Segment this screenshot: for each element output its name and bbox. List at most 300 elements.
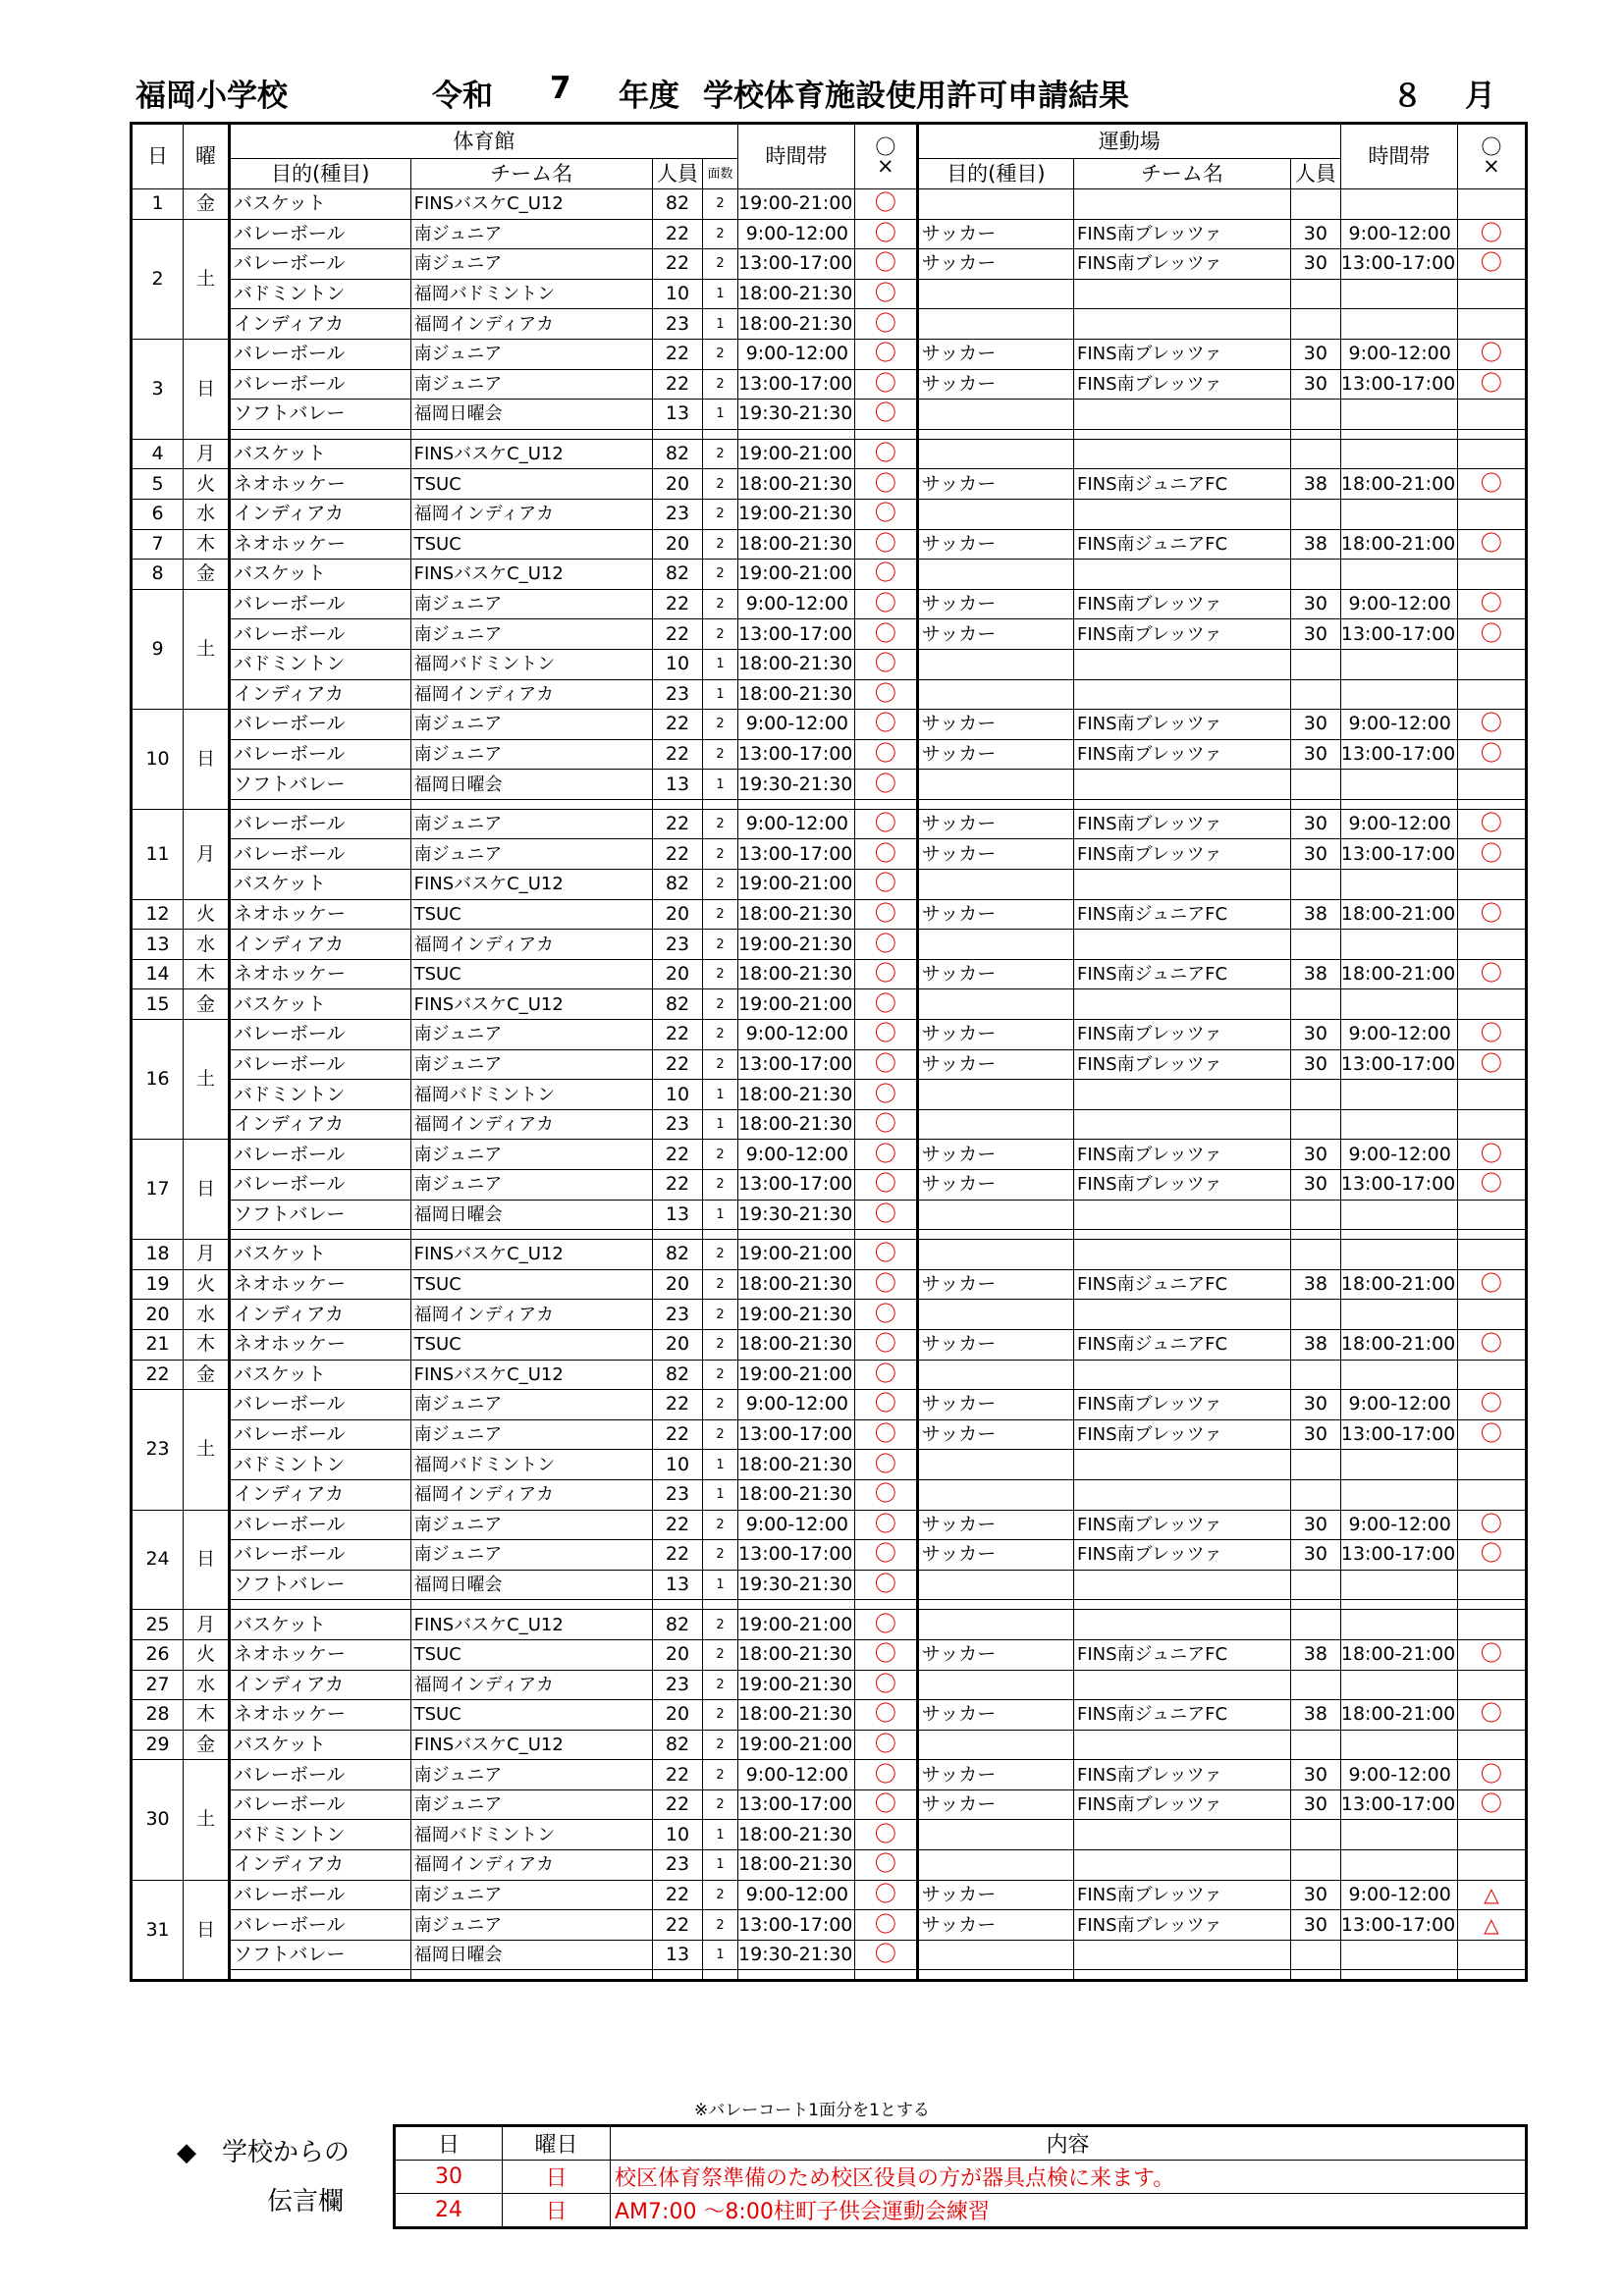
field-time	[1340, 400, 1457, 430]
year-value: 7	[550, 71, 571, 106]
gym-result: 〇	[854, 279, 917, 309]
spacer-cell	[1290, 1230, 1340, 1240]
field-purpose: サッカー	[917, 619, 1073, 650]
gym-purpose: ネオホッケー	[229, 899, 410, 930]
gym-courts: 2	[702, 1140, 737, 1170]
field-purpose: サッカー	[917, 809, 1073, 839]
spacer-cell	[410, 799, 652, 809]
gym-team: FINSバスケC_U12	[410, 439, 652, 469]
weekday: 日	[184, 1880, 230, 1981]
field-team: FINS南ブレッツァ	[1073, 249, 1290, 280]
gym-people: 22	[652, 589, 702, 619]
field-team	[1073, 1610, 1290, 1640]
gym-purpose: ネオホッケー	[229, 1269, 410, 1300]
weekday: 水	[184, 1300, 230, 1330]
field-team: FINS南ブレッツァ	[1073, 809, 1290, 839]
field-time: 9:00-12:00	[1340, 589, 1457, 619]
field-people	[1290, 439, 1340, 469]
gym-people: 22	[652, 1049, 702, 1080]
field-purpose: サッカー	[917, 589, 1073, 619]
gym-time: 19:00-21:30	[738, 1670, 855, 1700]
gym-team: 南ジュニア	[410, 1140, 652, 1170]
field-purpose: サッカー	[917, 1020, 1073, 1050]
gym-team: 福岡バドミントン	[410, 1450, 652, 1480]
gym-result: 〇	[854, 529, 917, 560]
spacer-cell	[1457, 1600, 1526, 1610]
field-time	[1340, 1730, 1457, 1760]
field-time: 13:00-17:00	[1340, 1419, 1457, 1450]
gym-courts: 2	[702, 989, 737, 1020]
gym-team: 福岡日曜会	[410, 400, 652, 430]
field-team	[1073, 1240, 1290, 1270]
gym-people: 20	[652, 469, 702, 500]
gym-team: FINSバスケC_U12	[410, 189, 652, 220]
field-team: FINS南ジュニアFC	[1073, 1700, 1290, 1731]
gym-time: 9:00-12:00	[738, 1510, 855, 1540]
field-result	[1457, 989, 1526, 1020]
spacer-cell	[229, 1230, 410, 1240]
field-people	[1290, 400, 1340, 430]
spacer-cell	[738, 799, 855, 809]
field-people: 38	[1290, 899, 1340, 930]
field-purpose	[917, 1240, 1073, 1270]
gym-result: 〇	[854, 989, 917, 1020]
field-purpose: サッカー	[917, 899, 1073, 930]
gym-people: 22	[652, 1020, 702, 1050]
gym-time: 13:00-17:00	[738, 1419, 855, 1450]
field-team: FINS南ブレッツァ	[1073, 369, 1290, 400]
gym-people: 20	[652, 1700, 702, 1731]
field-people: 30	[1290, 1540, 1340, 1571]
spacer-cell	[738, 429, 855, 439]
gym-result: 〇	[854, 899, 917, 930]
field-people: 30	[1290, 1789, 1340, 1820]
schedule-row	[132, 1360, 1527, 1390]
spacer-cell	[738, 1970, 855, 1981]
field-time: 9:00-12:00	[1340, 809, 1457, 839]
gym-time: 18:00-21:30	[738, 1850, 855, 1881]
gym-courts: 2	[702, 899, 737, 930]
gym-time: 13:00-17:00	[738, 1170, 855, 1201]
gym-courts: 2	[702, 839, 737, 870]
gym-result: 〇	[854, 369, 917, 400]
spacer-cell	[652, 1230, 702, 1240]
field-result: 〇	[1457, 589, 1526, 619]
field-result	[1457, 649, 1526, 679]
weekday: 火	[184, 469, 230, 500]
field-purpose	[917, 439, 1073, 469]
field-team: FINS南ジュニアFC	[1073, 1329, 1290, 1360]
day-number: 29	[132, 1730, 184, 1760]
spacer-cell	[917, 1600, 1073, 1610]
gym-courts: 1	[702, 1450, 737, 1480]
gym-courts: 2	[702, 439, 737, 469]
schedule-row	[132, 649, 1527, 679]
field-people: 38	[1290, 1700, 1340, 1731]
gym-people: 22	[652, 1419, 702, 1450]
gym-purpose: ソフトバレー	[229, 1200, 410, 1230]
field-result: 〇	[1457, 1269, 1526, 1300]
field-team: FINS南ジュニアFC	[1073, 959, 1290, 989]
field-result: △	[1457, 1910, 1526, 1941]
field-people	[1290, 1570, 1340, 1600]
field-people: 30	[1290, 1020, 1340, 1050]
field-team: FINS南ブレッツァ	[1073, 1049, 1290, 1080]
field-people: 38	[1290, 959, 1340, 989]
gym-result: 〇	[854, 1419, 917, 1450]
spacer-cell	[702, 1600, 737, 1610]
spacer-cell	[1340, 1230, 1457, 1240]
weekday: 土	[184, 589, 230, 709]
spacer-cell	[410, 1970, 652, 1981]
field-team: FINS南ジュニアFC	[1073, 469, 1290, 500]
field-purpose: サッカー	[917, 1419, 1073, 1450]
gym-people: 10	[652, 1080, 702, 1110]
field-team: FINS南ブレッツァ	[1073, 710, 1290, 740]
field-result	[1457, 930, 1526, 960]
field-time: 18:00-21:00	[1340, 1700, 1457, 1731]
gym-purpose: バレーボール	[229, 249, 410, 280]
spacer-cell	[1073, 1970, 1290, 1981]
col-gym: 体育館	[229, 124, 737, 159]
schedule-row	[132, 369, 1527, 400]
field-purpose: サッカー	[917, 1140, 1073, 1170]
msg-day: 24	[395, 2194, 503, 2228]
col-day: 日	[132, 124, 184, 189]
gym-time: 19:00-21:30	[738, 1300, 855, 1330]
gym-purpose: バスケット	[229, 189, 410, 220]
gym-time: 19:00-21:00	[738, 1730, 855, 1760]
field-result: 〇	[1457, 1510, 1526, 1540]
field-team	[1073, 400, 1290, 430]
gym-courts: 1	[702, 1080, 737, 1110]
field-time: 13:00-17:00	[1340, 1170, 1457, 1201]
msg-col-content: 内容	[611, 2126, 1527, 2161]
gym-result: 〇	[854, 309, 917, 340]
gym-purpose: バドミントン	[229, 649, 410, 679]
gym-purpose: ネオホッケー	[229, 1639, 410, 1670]
gym-result: 〇	[854, 469, 917, 500]
gym-courts: 2	[702, 809, 737, 839]
gym-courts: 1	[702, 1570, 737, 1600]
gym-purpose: バスケット	[229, 1240, 410, 1270]
gym-team: TSUC	[410, 899, 652, 930]
spacer-cell	[1290, 429, 1340, 439]
gym-people: 20	[652, 1329, 702, 1360]
schedule-row	[132, 899, 1527, 930]
gym-people: 13	[652, 1940, 702, 1970]
gym-team: 福岡バドミントン	[410, 279, 652, 309]
schedule-row	[132, 1390, 1527, 1420]
field-purpose	[917, 1109, 1073, 1140]
field-purpose	[917, 870, 1073, 900]
gym-result: 〇	[854, 589, 917, 619]
spacer-cell	[1073, 1230, 1290, 1240]
gym-time: 18:00-21:30	[738, 1329, 855, 1360]
gym-team: FINSバスケC_U12	[410, 1360, 652, 1390]
field-time	[1340, 989, 1457, 1020]
gym-result: 〇	[854, 249, 917, 280]
gym-purpose: ネオホッケー	[229, 1329, 410, 1360]
gym-time: 19:30-21:30	[738, 1570, 855, 1600]
gym-people: 22	[652, 369, 702, 400]
gym-time: 18:00-21:30	[738, 1820, 855, 1850]
gym-time: 9:00-12:00	[738, 1390, 855, 1420]
field-team: FINS南ブレッツァ	[1073, 1170, 1290, 1201]
col-field-time: 時間帯	[1340, 124, 1457, 189]
gym-result: 〇	[854, 1020, 917, 1050]
field-team	[1073, 1940, 1290, 1970]
field-team: FINS南ブレッツァ	[1073, 619, 1290, 650]
field-purpose: サッカー	[917, 1170, 1073, 1201]
gym-purpose: バレーボール	[229, 1910, 410, 1941]
field-team	[1073, 1850, 1290, 1881]
field-purpose	[917, 309, 1073, 340]
gym-team: FINSバスケC_U12	[410, 989, 652, 1020]
spacer-cell	[652, 429, 702, 439]
field-team: FINS南ブレッツァ	[1073, 1510, 1290, 1540]
day-number: 24	[132, 1510, 184, 1610]
weekday: 金	[184, 189, 230, 220]
spacer-cell	[917, 799, 1073, 809]
field-team	[1073, 560, 1290, 590]
gym-team: TSUC	[410, 959, 652, 989]
gym-team: 南ジュニア	[410, 369, 652, 400]
col-gym-courts: 面数	[702, 159, 737, 189]
field-time: 18:00-21:00	[1340, 1269, 1457, 1300]
field-people: 30	[1290, 1390, 1340, 1420]
field-time	[1340, 499, 1457, 529]
gym-result: 〇	[854, 679, 917, 710]
gym-team: 南ジュニア	[410, 1540, 652, 1571]
gym-team: 南ジュニア	[410, 619, 652, 650]
gym-purpose: ネオホッケー	[229, 469, 410, 500]
spacer-cell	[854, 1230, 917, 1240]
day-number: 5	[132, 469, 184, 500]
field-result	[1457, 1300, 1526, 1330]
day-number: 16	[132, 1020, 184, 1140]
field-team: FINS南ブレッツァ	[1073, 1760, 1290, 1790]
gym-courts: 2	[702, 219, 737, 249]
gym-result: 〇	[854, 1910, 917, 1941]
gym-team: 福岡日曜会	[410, 1570, 652, 1600]
schedule-row	[132, 809, 1527, 839]
field-team	[1073, 1450, 1290, 1480]
weekday: 金	[184, 989, 230, 1020]
schedule-row	[132, 1760, 1527, 1790]
gym-result: 〇	[854, 1240, 917, 1270]
gym-result: 〇	[854, 1329, 917, 1360]
schedule-row	[132, 249, 1527, 280]
gym-purpose: バスケット	[229, 439, 410, 469]
schedule-row	[132, 219, 1527, 249]
gym-purpose: バレーボール	[229, 1760, 410, 1790]
day-number: 20	[132, 1300, 184, 1330]
field-team: FINS南ジュニアFC	[1073, 1639, 1290, 1670]
field-time	[1340, 189, 1457, 220]
spacer-cell	[738, 1600, 855, 1610]
gym-purpose: バレーボール	[229, 809, 410, 839]
gym-purpose: バレーボール	[229, 1789, 410, 1820]
gym-result: 〇	[854, 1510, 917, 1540]
gym-courts: 2	[702, 1269, 737, 1300]
field-time: 13:00-17:00	[1340, 1540, 1457, 1571]
field-people: 30	[1290, 710, 1340, 740]
field-result: 〇	[1457, 339, 1526, 369]
gym-purpose: バスケット	[229, 989, 410, 1020]
field-result	[1457, 1940, 1526, 1970]
spacer-cell	[738, 1230, 855, 1240]
spacer-cell	[1073, 1600, 1290, 1610]
field-result: 〇	[1457, 839, 1526, 870]
field-time	[1340, 1109, 1457, 1140]
gym-purpose: ネオホッケー	[229, 529, 410, 560]
gym-result: 〇	[854, 1730, 917, 1760]
gym-people: 13	[652, 770, 702, 800]
field-time	[1340, 649, 1457, 679]
schedule-row	[132, 1510, 1527, 1540]
gym-team: 福岡日曜会	[410, 770, 652, 800]
gym-time: 13:00-17:00	[738, 839, 855, 870]
gym-result: 〇	[854, 339, 917, 369]
gym-result: 〇	[854, 1360, 917, 1390]
gym-purpose: バドミントン	[229, 1820, 410, 1850]
field-team: FINS南ブレッツァ	[1073, 1789, 1290, 1820]
day-number: 10	[132, 710, 184, 810]
field-people	[1290, 1850, 1340, 1881]
field-purpose: サッカー	[917, 1540, 1073, 1571]
gym-courts: 2	[702, 1540, 737, 1571]
gym-people: 22	[652, 249, 702, 280]
field-team	[1073, 1479, 1290, 1510]
gym-result: 〇	[854, 1940, 917, 1970]
field-result	[1457, 679, 1526, 710]
col-field-purpose: 目的(種目)	[917, 159, 1073, 189]
gym-team: TSUC	[410, 469, 652, 500]
schedule-row	[132, 1479, 1527, 1510]
field-purpose: サッカー	[917, 1639, 1073, 1670]
field-time	[1340, 1850, 1457, 1881]
spacer-cell	[1457, 1970, 1526, 1981]
field-team	[1073, 1109, 1290, 1140]
schedule-row	[132, 339, 1527, 369]
schedule-row	[132, 499, 1527, 529]
gym-purpose: インディアカ	[229, 309, 410, 340]
gym-people: 82	[652, 1610, 702, 1640]
gym-purpose: ソフトバレー	[229, 1940, 410, 1970]
gym-purpose: インディアカ	[229, 1670, 410, 1700]
gym-people: 23	[652, 309, 702, 340]
gym-courts: 1	[702, 279, 737, 309]
field-time	[1340, 1080, 1457, 1110]
gym-result: 〇	[854, 1639, 917, 1670]
gym-result: 〇	[854, 1540, 917, 1571]
field-people: 38	[1290, 1329, 1340, 1360]
field-team: FINS南ブレッツァ	[1073, 219, 1290, 249]
spacer-cell	[917, 429, 1073, 439]
gym-courts: 1	[702, 1479, 737, 1510]
gym-courts: 2	[702, 739, 737, 770]
gym-purpose: バレーボール	[229, 219, 410, 249]
gym-result: 〇	[854, 1109, 917, 1140]
field-team: FINS南ブレッツァ	[1073, 1880, 1290, 1910]
field-time: 13:00-17:00	[1340, 369, 1457, 400]
day-number: 14	[132, 959, 184, 989]
field-result: 〇	[1457, 1700, 1526, 1731]
gym-team: 福岡インディアカ	[410, 1300, 652, 1330]
day-number: 21	[132, 1329, 184, 1360]
gym-team: TSUC	[410, 529, 652, 560]
gym-result: 〇	[854, 1570, 917, 1600]
col-field-result: 〇 ×	[1457, 124, 1526, 189]
gym-team: 南ジュニア	[410, 839, 652, 870]
schedule-row	[132, 1700, 1527, 1731]
field-result	[1457, 279, 1526, 309]
weekday: 金	[184, 560, 230, 590]
field-purpose	[917, 1570, 1073, 1600]
gym-team: 福岡インディアカ	[410, 1850, 652, 1881]
gym-courts: 1	[702, 1200, 737, 1230]
gym-people: 22	[652, 1170, 702, 1201]
gym-time: 18:00-21:30	[738, 1080, 855, 1110]
field-purpose	[917, 1610, 1073, 1640]
gym-result: 〇	[854, 1450, 917, 1480]
field-purpose	[917, 1479, 1073, 1510]
gym-time: 18:00-21:30	[738, 279, 855, 309]
schedule-row	[132, 1170, 1527, 1201]
gym-time: 19:30-21:30	[738, 400, 855, 430]
gym-time: 19:00-21:00	[738, 560, 855, 590]
field-people	[1290, 1940, 1340, 1970]
gym-courts: 2	[702, 589, 737, 619]
gym-purpose: バレーボール	[229, 589, 410, 619]
msg-weekday: 日	[503, 2194, 611, 2228]
field-people: 30	[1290, 1510, 1340, 1540]
gym-people: 20	[652, 1639, 702, 1670]
weekday: 水	[184, 499, 230, 529]
gym-result: 〇	[854, 1479, 917, 1510]
weekday: 月	[184, 439, 230, 469]
gym-time: 18:00-21:30	[738, 1269, 855, 1300]
field-purpose: サッカー	[917, 1789, 1073, 1820]
schedule-row	[132, 560, 1527, 590]
field-time	[1340, 309, 1457, 340]
field-time: 18:00-21:00	[1340, 899, 1457, 930]
gym-people: 10	[652, 279, 702, 309]
field-result: 〇	[1457, 959, 1526, 989]
col-gym-team: チーム名	[410, 159, 652, 189]
weekday: 木	[184, 1700, 230, 1731]
gym-courts: 2	[702, 930, 737, 960]
gym-result: 〇	[854, 499, 917, 529]
gym-time: 9:00-12:00	[738, 809, 855, 839]
gym-courts: 2	[702, 1240, 737, 1270]
gym-people: 82	[652, 989, 702, 1020]
gym-result: 〇	[854, 870, 917, 900]
field-purpose: サッカー	[917, 1049, 1073, 1080]
weekday: 金	[184, 1360, 230, 1390]
field-team	[1073, 649, 1290, 679]
gym-purpose: バスケット	[229, 1730, 410, 1760]
weekday: 月	[184, 1610, 230, 1640]
schedule-row	[132, 739, 1527, 770]
field-time	[1340, 1360, 1457, 1390]
field-purpose	[917, 1360, 1073, 1390]
gym-team: 南ジュニア	[410, 1020, 652, 1050]
gym-time: 19:30-21:30	[738, 1200, 855, 1230]
field-result	[1457, 1360, 1526, 1390]
gym-courts: 2	[702, 959, 737, 989]
